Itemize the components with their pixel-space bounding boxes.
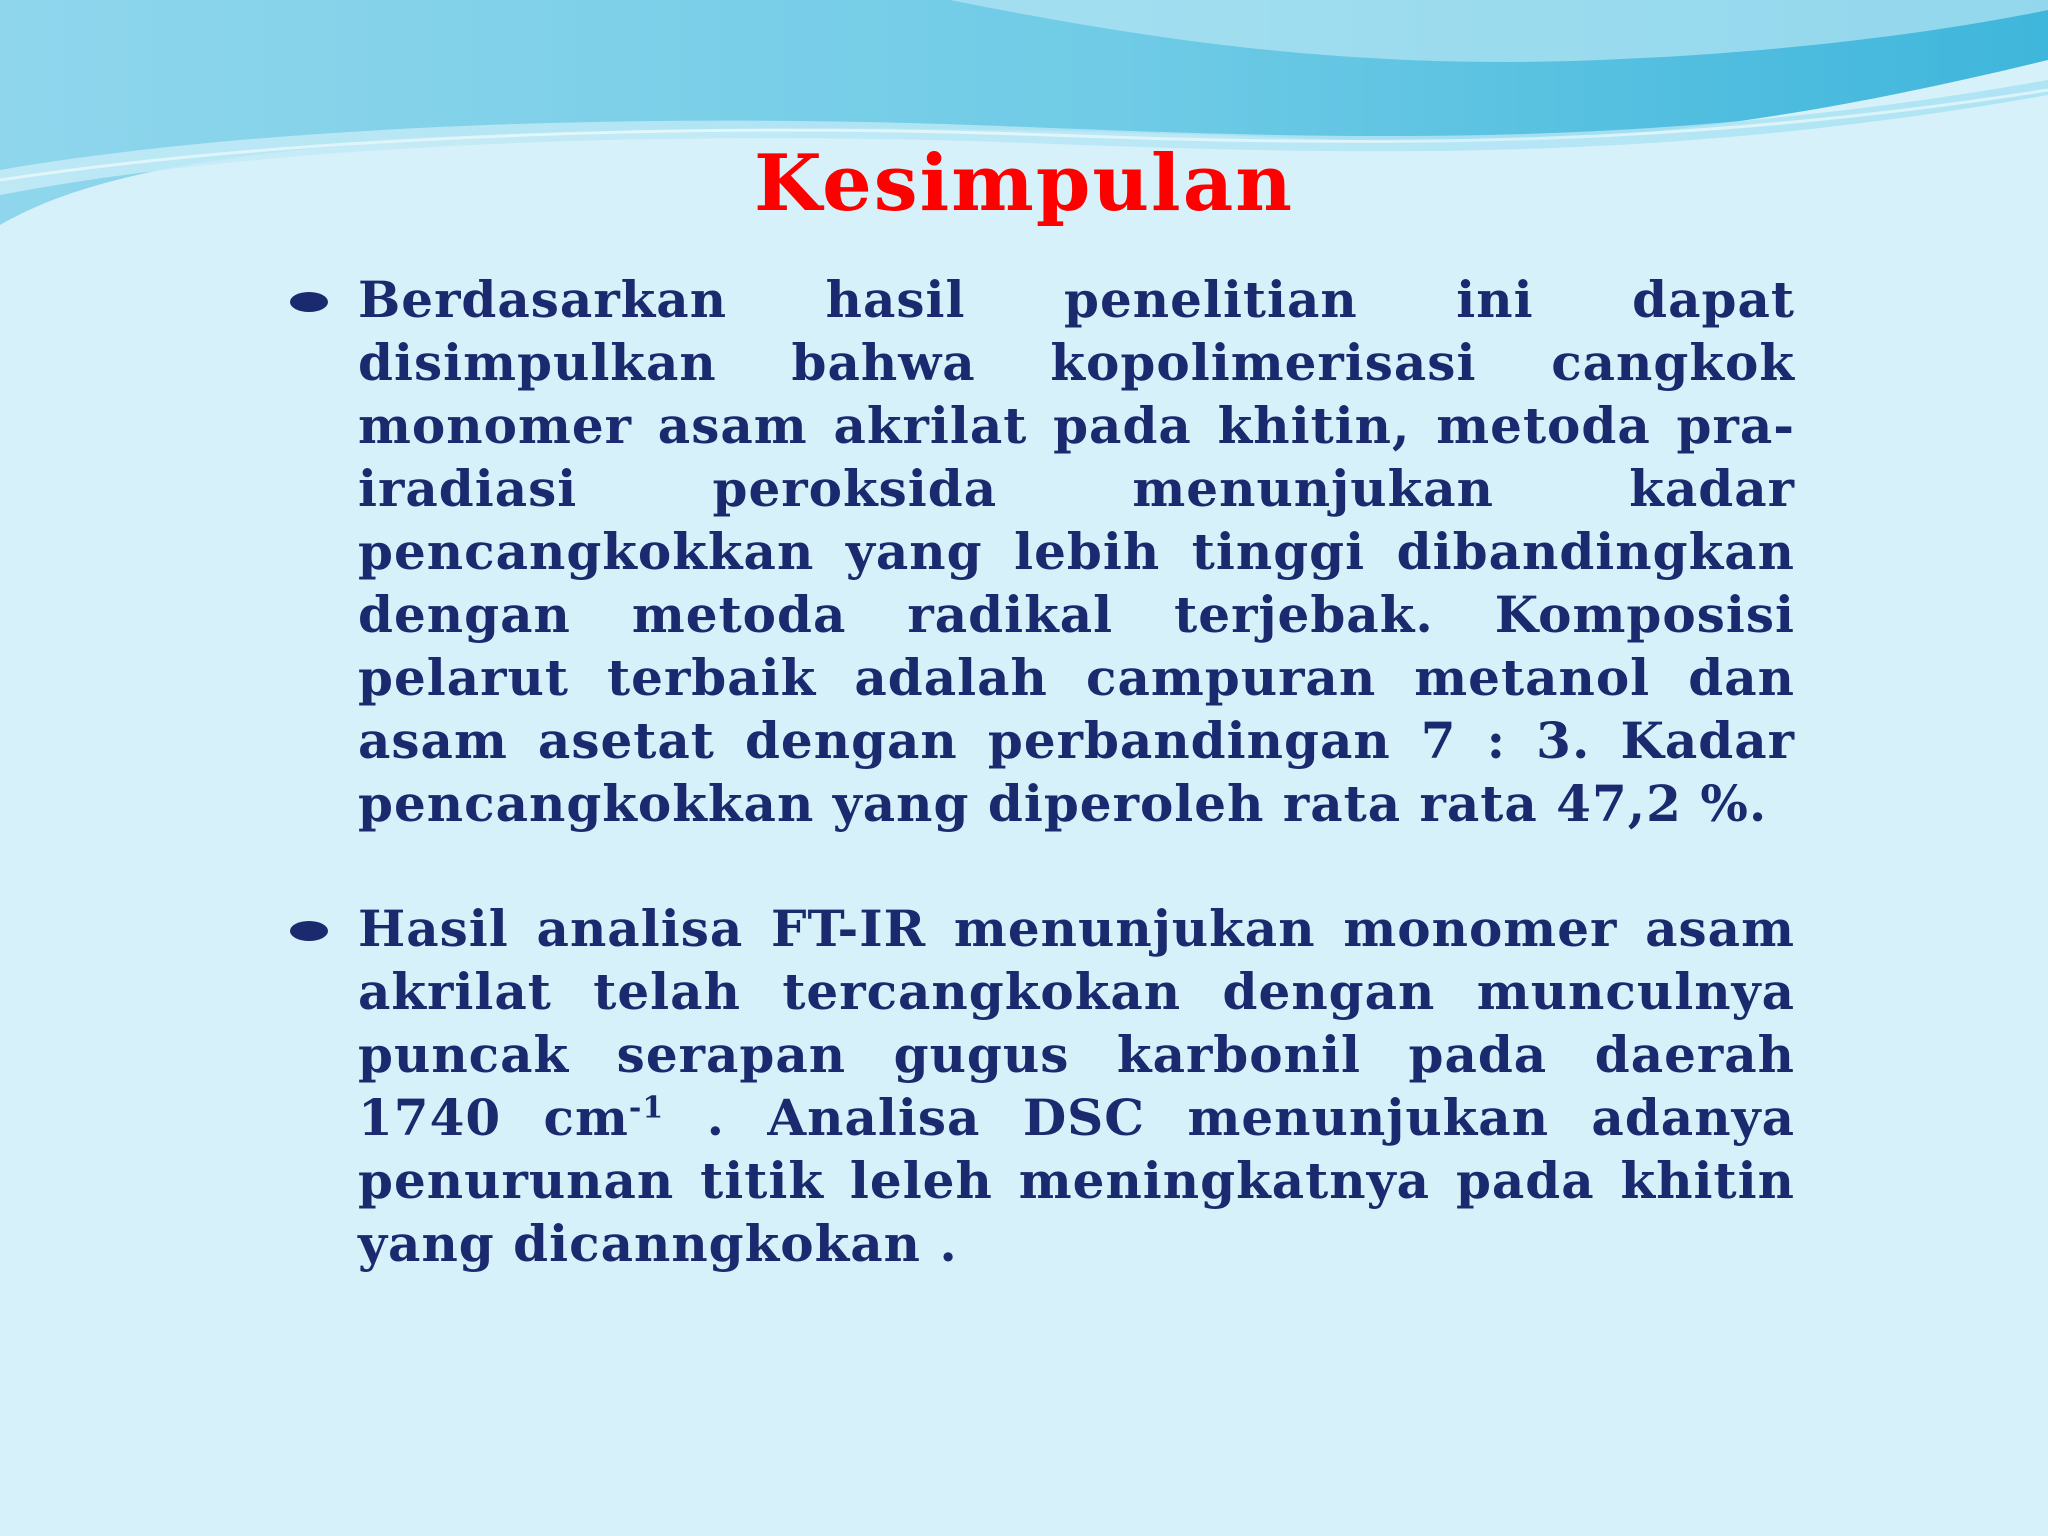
bullet-item-2 — [290, 897, 1795, 1275]
slide-title: Kesimpulan — [754, 138, 1294, 229]
bullet-text-2-part-2: . Analisa DSC menunjukan adanya penurunan titik leleh meningkatnya pada khitin yang dicanngkokan . — [358, 1088, 1795, 1273]
bullet-dot-icon — [290, 292, 328, 312]
bullet-dot-icon — [290, 921, 328, 941]
bullet-item-1 — [290, 268, 1795, 835]
bullet-text-2-part-1: Hasil analisa FT-IR menunjukan monomer asam akrilat telah tercangkokan dengan munculnya puncak serapan gugus karbonil pada daerah 1740 cm — [358, 899, 1795, 1147]
bullet-text-1: Berdasarkan hasil penelitian ini dapat disimpulkan bahwa kopolimerisasi cangkok monomer asam akrilat pada khitin, metoda pra-iradiasi peroksida menunjukan kadar pencangkokkan yang lebih tinggi dibandingkan dengan metoda radikal terjebak. Komposisi pelarut terbaik adalah campuran metanol dan asam asetat dengan perbandingan 7 : 3. Kadar pencangkokkan yang diperoleh rata rata 47,2 %. — [358, 270, 1795, 833]
slide-content — [290, 268, 1795, 1275]
unit-superscript: -1 — [628, 1090, 665, 1126]
